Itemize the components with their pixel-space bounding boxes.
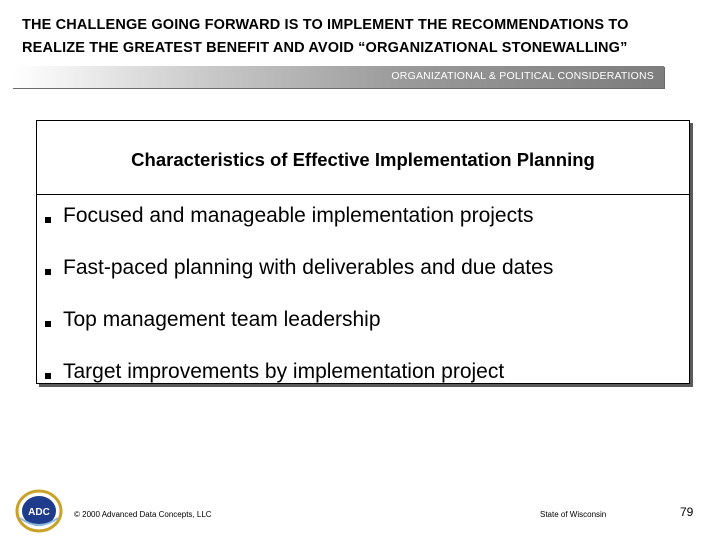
bullet-item-text: Top management team leadership [63, 308, 381, 331]
bullet-list [37, 195, 689, 403]
bullet-item-text: Target improvements by implementation project [63, 360, 505, 383]
bullet-item-text: Fast-paced planning with deliverables and due dates [63, 256, 554, 279]
square-bullet-icon [45, 269, 51, 275]
section-banner [12, 66, 664, 88]
page-number: 79 [680, 505, 694, 519]
square-bullet-icon [45, 217, 51, 223]
logo-text: ADC [28, 507, 50, 518]
bullet-item [37, 195, 689, 247]
adc-logo-icon [14, 488, 64, 534]
square-bullet-icon [45, 373, 51, 379]
slide-headline [22, 14, 712, 60]
copyright-text: © 2000 Advanced Data Concepts, LLC [74, 510, 212, 519]
bullet-item [37, 247, 689, 299]
bullet-item-text: Focused and manageable implementation projects [63, 204, 534, 227]
bullet-item [37, 299, 689, 351]
bullet-item [37, 351, 689, 403]
content-panel [36, 120, 690, 384]
square-bullet-icon [45, 321, 51, 327]
headline-line-1: THE CHALLENGE GOING FORWARD IS TO IMPLEMENT THE RECOMMENDATIONS TO [22, 17, 629, 33]
panel-title: Characteristics of Effective Implementation Planning [37, 121, 689, 195]
headline-line-2: REALIZE THE GREATEST BENEFIT AND AVOID “ORGANIZATIONAL STONEWALLING” [22, 40, 628, 56]
client-name: State of Wisconsin [540, 510, 607, 519]
section-banner-label: ORGANIZATIONAL & POLITICAL CONSIDERATIONS [391, 70, 654, 82]
